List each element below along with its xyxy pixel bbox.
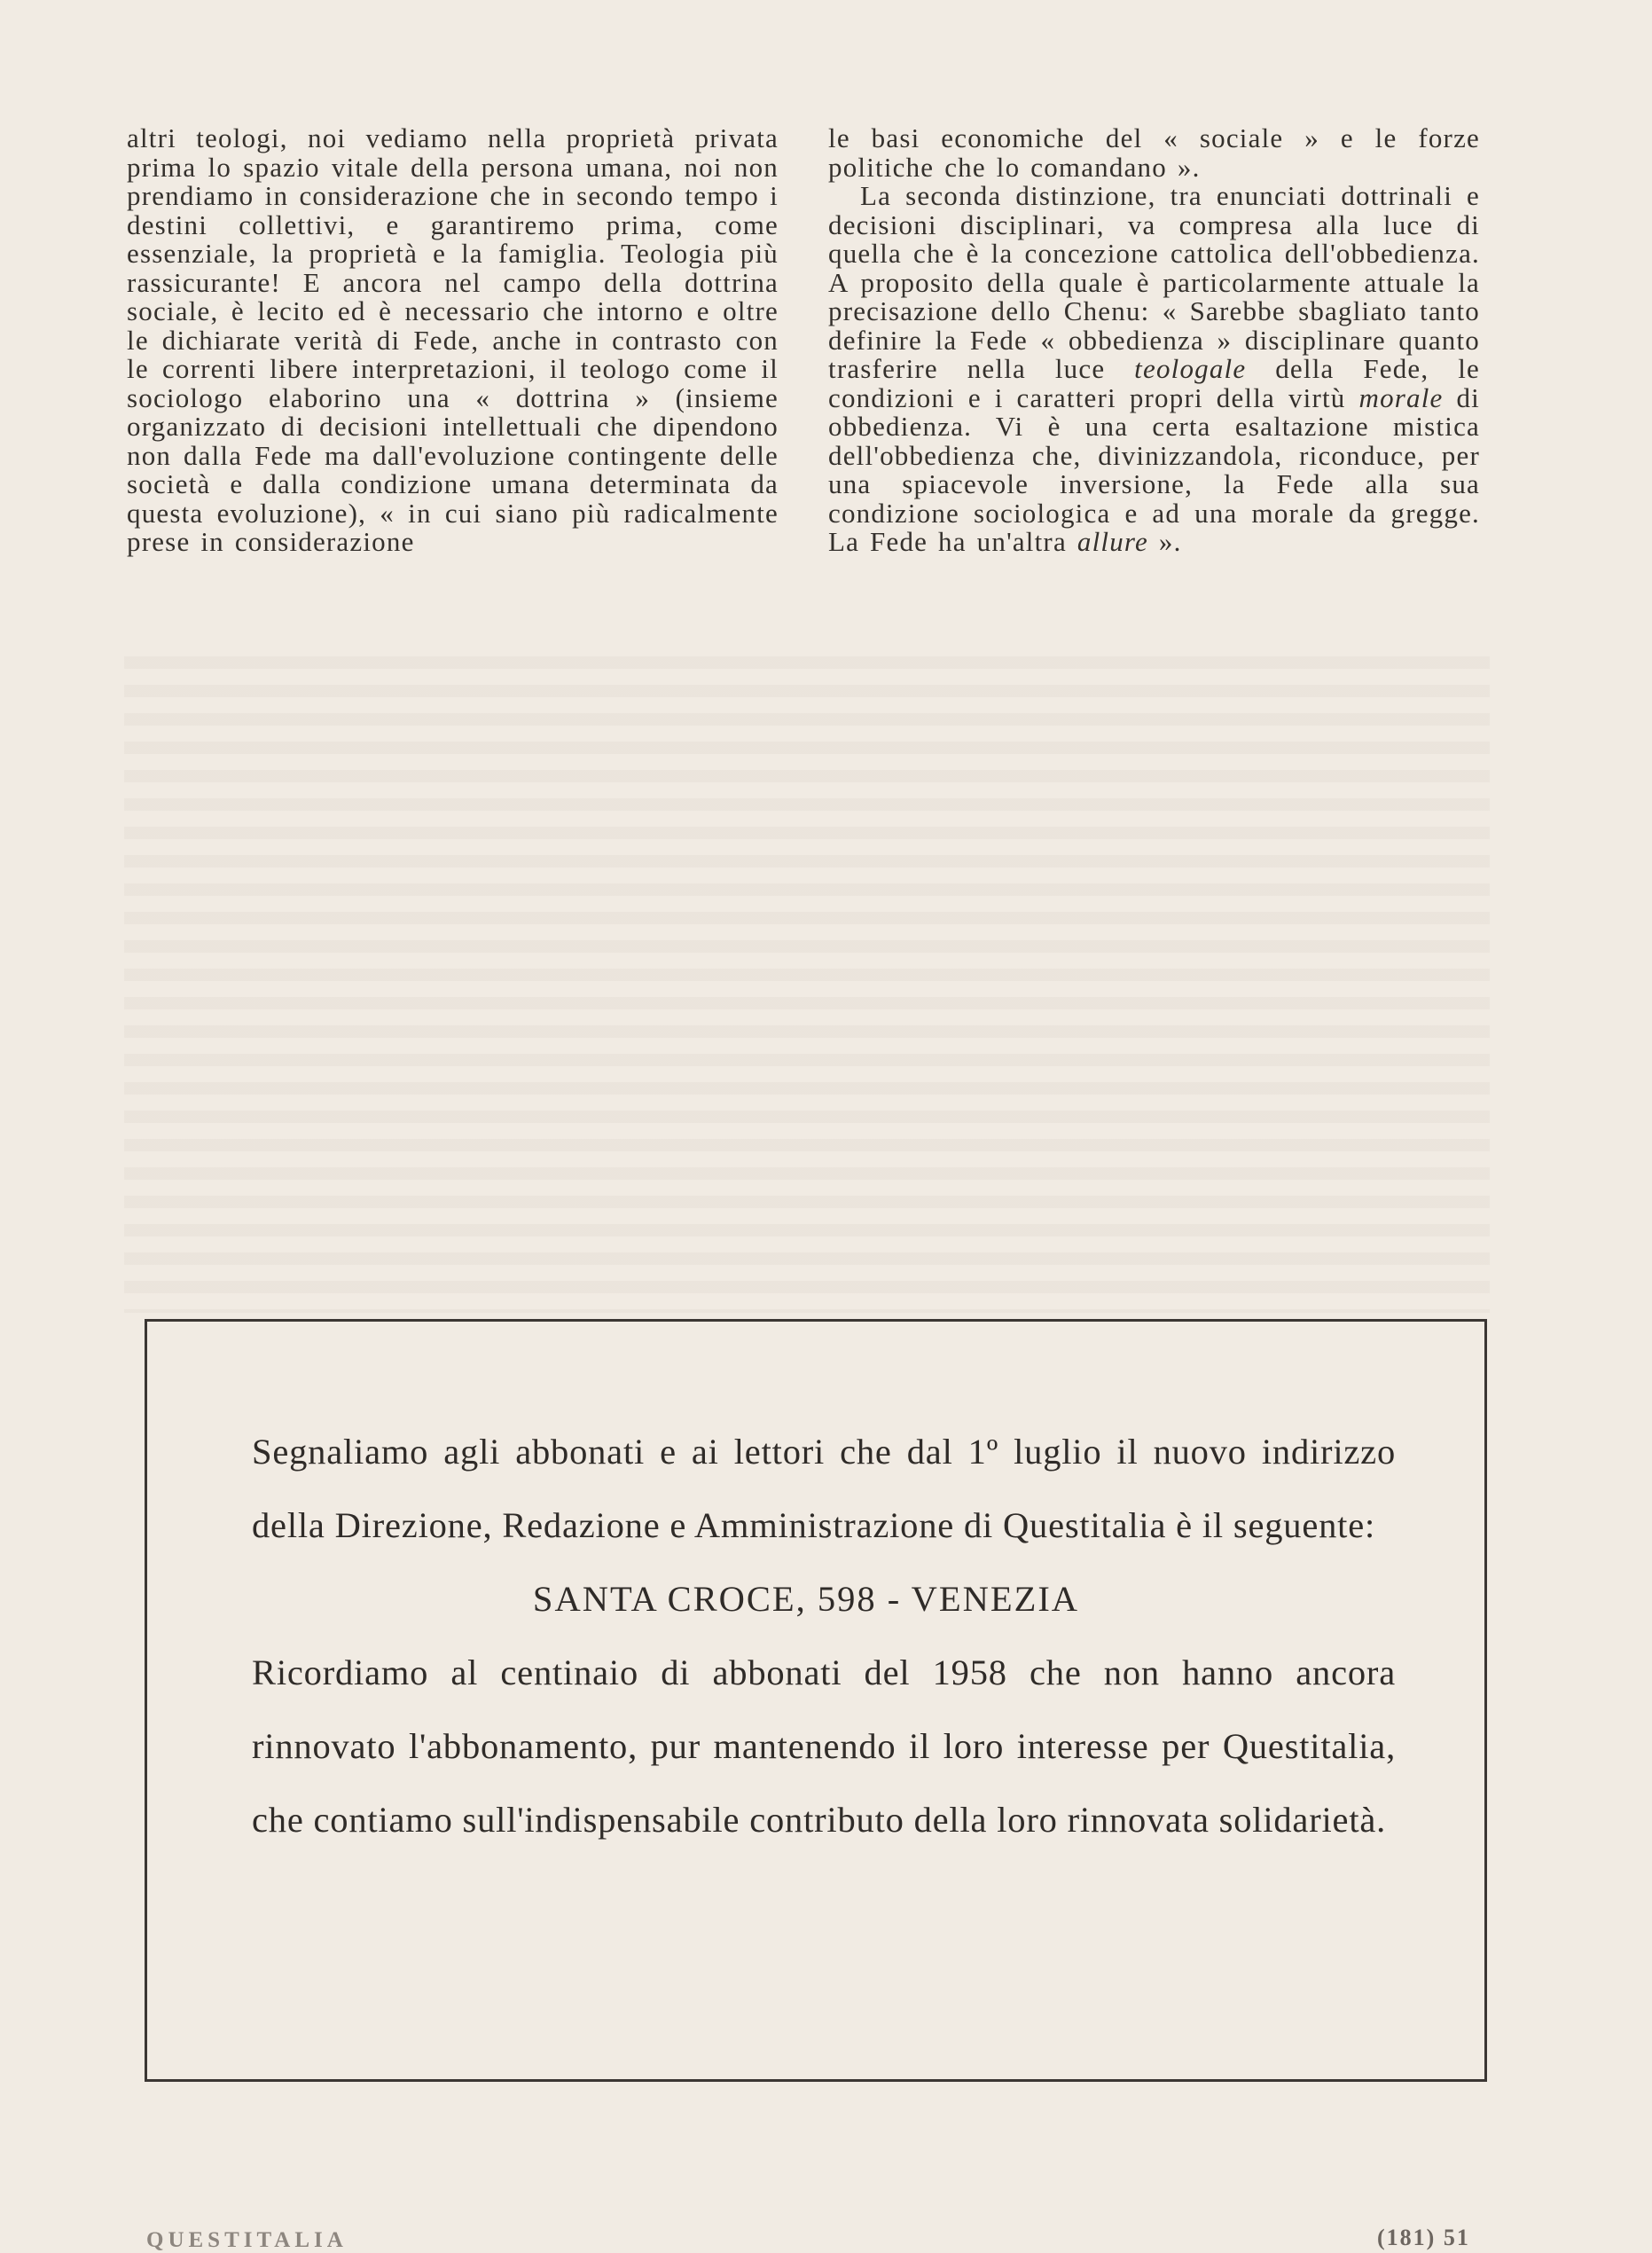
article-left-column bbox=[127, 124, 779, 557]
notice-renewal-reminder: Ricordiamo al centinaio di abbonati del 1958 che non hanno ancora rinnovato l'abbonamento, pur mantenendo il loro interesse per Questitalia, che contiamo sull'indispensabile contributo della loro rinnovata solidarietà. bbox=[252, 1652, 1396, 1840]
left-column-paragraph: altri teologi, noi vediamo nella proprietà privata prima lo spazio vitale della persona umana, noi non prendiamo in considerazione che in secondo tempo i destini collettivi, e garantiremo prima, come essenziale, la proprietà e la famiglia. Teologia più rassicurante! E ancora nel campo della dottrina sociale, è lecito ed è necessario che intorno e oltre le dichiarate verità di Fede, anche in contrasto con le correnti libere interpretazioni, il teologo come il sociologo elaborino una « dottrina » (insieme organizzato di decisioni intellettuali che dipendono non dalla Fede ma dall'evoluzione contingente delle società e dalla condizione umana determinata da questa evoluzione), « in cui siano più radicalmente prese in considerazione bbox=[127, 122, 779, 557]
paragraph-text: ». bbox=[1147, 526, 1182, 557]
italic-term-morale: morale bbox=[1358, 381, 1444, 413]
notice-address-change: Segnaliamo agli abbonati e ai lettori che dal 1º luglio il nuovo indirizzo della Direzione, Redazione e Amministrazione di Questitalia è il seguente: bbox=[252, 1432, 1396, 1545]
notice-body bbox=[252, 1415, 1396, 1857]
italic-term-teologale: teologale bbox=[1134, 353, 1247, 384]
paragraph-text: della Fede, le condizioni e i caratteri propri della virtù bbox=[828, 353, 1480, 413]
notice-address: SANTA CROCE, 598 - VENEZIA bbox=[532, 1579, 1080, 1619]
right-column-paragraph-1: le basi economiche del « sociale » e le forze politiche che lo comandano ». bbox=[828, 122, 1480, 183]
footer-journal-name: QUESTITALIA bbox=[146, 2228, 348, 2252]
italic-term-allure: allure bbox=[1077, 526, 1148, 557]
show-through-texture bbox=[124, 656, 1490, 1313]
paragraph-text: La seconda distinzione, tra enunciati dottrinali e decisioni disciplinari, va compresa alla luce di quella che è la concezione cattolica dell'obbedienza. A proposito della quale è particolarmente attuale la precisazione dello Chenu: « Sarebbe sbagliato tanto definire la Fede « obbedienza » disciplinare quanto trasferire nella luce bbox=[828, 180, 1480, 384]
right-column-paragraph-2 bbox=[828, 182, 1480, 557]
article-right-column bbox=[828, 124, 1480, 557]
footer-page-number: (181) 51 bbox=[1377, 2225, 1470, 2250]
subscriber-notice-box bbox=[145, 1319, 1487, 2082]
paragraph-text: di obbedienza. Vi è una certa esaltazione mistica dell'obbedienza che, divinizzandola, riconduce, per una spiacevole inversione, la Fede alla sua condizione sociologica e ad una morale da gregge. La Fede ha un'altra bbox=[828, 381, 1480, 557]
